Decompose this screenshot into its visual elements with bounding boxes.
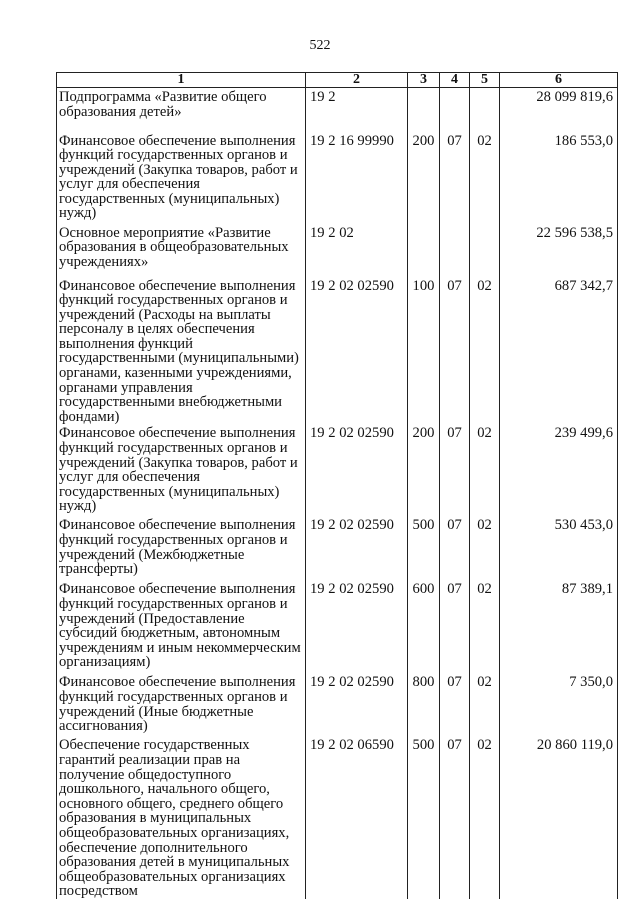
table-row xyxy=(57,516,618,580)
row-code: 19 2 02 06590 xyxy=(306,736,408,899)
row-code: 19 2 02 02590 xyxy=(306,580,408,673)
row-c4: 07 xyxy=(440,673,470,736)
row-c3: 500 xyxy=(408,516,440,580)
table-row xyxy=(57,673,618,736)
table-row xyxy=(57,580,618,673)
row-name: Финансовое обеспечение выполнения функций государственных органов и учреждений (Расходы на выплаты персоналу в целях обеспечения выполнения функций государственными (муниципальными) органами, казенными учреждениями, органами управления государственными внебюджетными фондами) xyxy=(57,277,306,425)
row-c3: 200 xyxy=(408,132,440,224)
row-amount: 530 453,0 xyxy=(500,516,618,580)
row-c4: 07 xyxy=(440,277,470,425)
row-code: 19 2 xyxy=(306,88,408,132)
row-c3: 600 xyxy=(408,580,440,673)
row-code: 19 2 02 02590 xyxy=(306,516,408,580)
row-c3 xyxy=(408,224,440,277)
row-c4: 07 xyxy=(440,424,470,516)
row-c3: 100 xyxy=(408,277,440,425)
row-c5: 02 xyxy=(470,516,500,580)
row-code: 19 2 02 02590 xyxy=(306,673,408,736)
row-name: Финансовое обеспечение выполнения функций государственных органов и учреждений (Закупка товаров, работ и услуг для обеспечения государственных (муниципальных) нужд) xyxy=(57,424,306,516)
row-code: 19 2 02 xyxy=(306,224,408,277)
table-row xyxy=(57,88,618,132)
row-c4 xyxy=(440,88,470,132)
header-col-5: 5 xyxy=(470,73,500,88)
row-c4: 07 xyxy=(440,516,470,580)
row-amount: 186 553,0 xyxy=(500,132,618,224)
row-name: Финансовое обеспечение выполнения функций государственных органов и учреждений (Закупка товаров, работ и услуг для обеспечения государственных (муниципальных) нужд) xyxy=(57,132,306,224)
row-c3: 200 xyxy=(408,424,440,516)
row-code: 19 2 16 99990 xyxy=(306,132,408,224)
row-amount: 7 350,0 xyxy=(500,673,618,736)
row-c5: 02 xyxy=(470,424,500,516)
page-number: 522 xyxy=(309,38,331,53)
table-row xyxy=(57,132,618,224)
row-code: 19 2 02 02590 xyxy=(306,424,408,516)
row-c3: 800 xyxy=(408,673,440,736)
table-row xyxy=(57,424,618,516)
row-c4: 07 xyxy=(440,580,470,673)
row-c4 xyxy=(440,224,470,277)
row-c5: 02 xyxy=(470,277,500,425)
row-c5: 02 xyxy=(470,736,500,899)
row-c5: 02 xyxy=(470,132,500,224)
budget-table xyxy=(56,72,618,899)
row-amount: 687 342,7 xyxy=(500,277,618,425)
row-name: Финансовое обеспечение выполнения функций государственных органов и учреждений (Иные бюджетные ассигнования) xyxy=(57,673,306,736)
row-amount: 22 596 538,5 xyxy=(500,224,618,277)
row-c5: 02 xyxy=(470,673,500,736)
row-c5 xyxy=(470,224,500,277)
row-name: Подпрограмма «Развитие общего образования детей» xyxy=(57,88,306,132)
row-code: 19 2 02 02590 xyxy=(306,277,408,425)
header-row xyxy=(57,73,618,88)
row-c4: 07 xyxy=(440,736,470,899)
row-c3: 500 xyxy=(408,736,440,899)
row-name: Основное мероприятие «Развитие образования в общеобразовательных учреждениях» xyxy=(57,224,306,277)
row-c3 xyxy=(408,88,440,132)
row-name: Финансовое обеспечение выполнения функций государственных органов и учреждений (Предоставление субсидий бюджетным, автономным учреждениям и иным некоммерческим организациям) xyxy=(57,580,306,673)
row-amount: 87 389,1 xyxy=(500,580,618,673)
row-name: Финансовое обеспечение выполнения функций государственных органов и учреждений (Межбюджетные трансферты) xyxy=(57,516,306,580)
header-col-6: 6 xyxy=(500,73,618,88)
row-name: Обеспечение государственных гарантий реализации прав на получение общедоступного дошкольного, начального общего, основного общего, среднего общего образования в муниципальных общеобразовательных организациях, обеспечение дополнительного образования детей в муниципальных общеобразовательных организациях посредством xyxy=(57,736,306,899)
row-amount: 28 099 819,6 xyxy=(500,88,618,132)
row-c4: 07 xyxy=(440,132,470,224)
header-col-3: 3 xyxy=(408,73,440,88)
table-row xyxy=(57,736,618,899)
row-amount: 239 499,6 xyxy=(500,424,618,516)
table-row xyxy=(57,277,618,425)
header-col-4: 4 xyxy=(440,73,470,88)
header-col-1: 1 xyxy=(57,73,306,88)
header-col-2: 2 xyxy=(306,73,408,88)
row-c5 xyxy=(470,88,500,132)
table-row xyxy=(57,224,618,277)
row-amount: 20 860 119,0 xyxy=(500,736,618,899)
row-c5: 02 xyxy=(470,580,500,673)
